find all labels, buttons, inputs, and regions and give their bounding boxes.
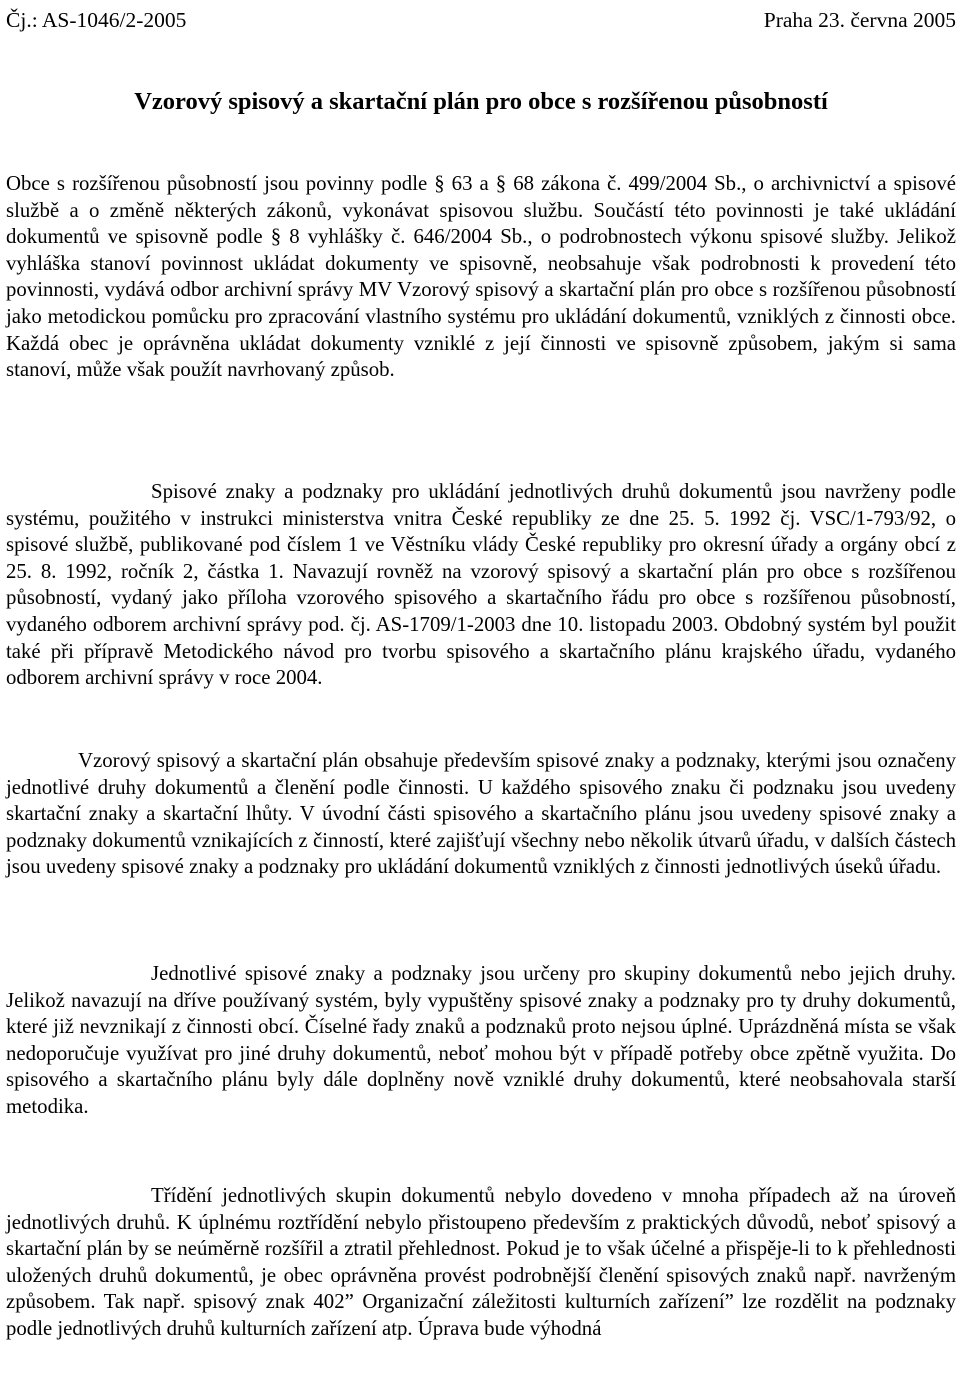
document-title: Vzorový spisový a skartační plán pro obce s rozšířenou působností <box>134 88 828 115</box>
paragraph-1: Obce s rozšířenou působností jsou povinny podle § 63 a § 68 zákona č. 499/2004 Sb., o archivnictví a spisové službě a o změně některých zákonů, vykonávat spisovou službu. Součástí této povinnosti je také ukládání dokumentů ve spisovně podle § 8 vyhlášky č. 646/2004 Sb., o podrobnostech výkonu spisové služby. Jelikož vyhláška stanoví povinnost ukládat dokumenty ve spisovně, neobsahuje však podrobnosti k provedení této povinnosti, vydává odbor archivní správy MV Vzorový spisový a skartační plán pro obce s rozšířenou působností jako metodickou pomůcku pro zpracování vlastního systému pro ukládání dokumentů, vzniklých z činnosti obce. Každá obec je oprávněna ukládat dokumenty vzniklé z její činnosti ve spisovně způsobem, jakým si sama stanoví, může však použít navrhovaný způsob. <box>6 172 956 382</box>
paragraph-3: Vzorový spisový a skartační plán obsahuje především spisové znaky a podznaky, kterými jsou označeny jednotlivé druhy dokumentů a členění podle činnosti. U každého spisového znaku či podznaku jsou uvedeny skartační znaky a skartační lhůty. V úvodní části spisového a skartačního plánu jsou uvedeny spisové znaky a podznaky dokumentů vznikajících z činností, které zajišťují všechny nebo několik útvarů úřadu, v dalších částech jsou uvedeny spisové znaky a podznaky pro ukládání dokumentů vzniklých z činnosti jednotlivých úseků úřadu. <box>6 749 956 879</box>
place-and-date: Praha 23. června 2005 <box>763 8 956 32</box>
reference-number: Čj.: AS-1046/2-2005 <box>6 8 187 32</box>
paragraph-2: Spisové znaky a podznaky pro ukládání jednotlivých druhů dokumentů jsou navrženy podle systému, použitého v instrukci ministerstva vnitra České republiky ze dne 25. 5. 1992 čj. VSC/1-793/92, o spisové službě, publikované pod číslem 1 ve Věstníku vlády České republiky pro okresní úřady a orgány obcí z 25. 8. 1992, ročník 2, částka 1. Navazují rovněž na vzorový spisový a skartační plán pro obce s rozšířenou působností, vydaný jako příloha vzorového spisového a skartačního řádu pro obce s rozšířenou působností, vydaného odborem archivní správy pod. čj. AS-1709/1-2003 dne 10. listopadu 2003. Obdobný systém byl použit také při přípravě Metodického návod pro tvorbu spisového a skartačního plánu krajského úřadu, vydaného odborem archivní správy v roce 2004. <box>6 480 956 690</box>
document-header <box>6 4 956 36</box>
paragraph-5: Třídění jednotlivých skupin dokumentů nebylo dovedeno v mnoha případech až na úroveň jednotlivých druhů. K úplnému roztřídění nebylo přistoupeno především z praktických důvodů, neboť spisový a skartační plán by se neúměrně rozšířil a ztratil přehlednost. Pokud je to však účelné a přispěje-li to k přehlednosti uložených druhů dokumentů, je obec oprávněna provést podrobnější členění spisových znaků např. navrženým způsobem. Tak např. spisový znak 402” Organizační záležitosti kulturních zařízení” lze rozdělit na podznaky podle jednotlivých druhů kulturních zařízení atp. Úprava bude výhodná <box>6 1184 956 1340</box>
paragraph-4: Jednotlivé spisové znaky a podznaky jsou určeny pro skupiny dokumentů nebo jejich druhy. Jelikož navazují na dříve používaný systém, byly vypuštěny spisové znaky a podznaky pro ty druhy dokumentů, které již nevznikají z činnosti obcí. Číselné řady znaků a podznaků proto nejsou úplné. Uprázdněná místa se však nedoporučuje využívat pro jiné druhy dokumentů, neboť mohou být v případě potřeby obce zpětně využita. Do spisového a skartačního plánu byly dále doplněny nově vzniklé druhy dokumentů, které neobsahovala starší metodika. <box>6 962 956 1118</box>
